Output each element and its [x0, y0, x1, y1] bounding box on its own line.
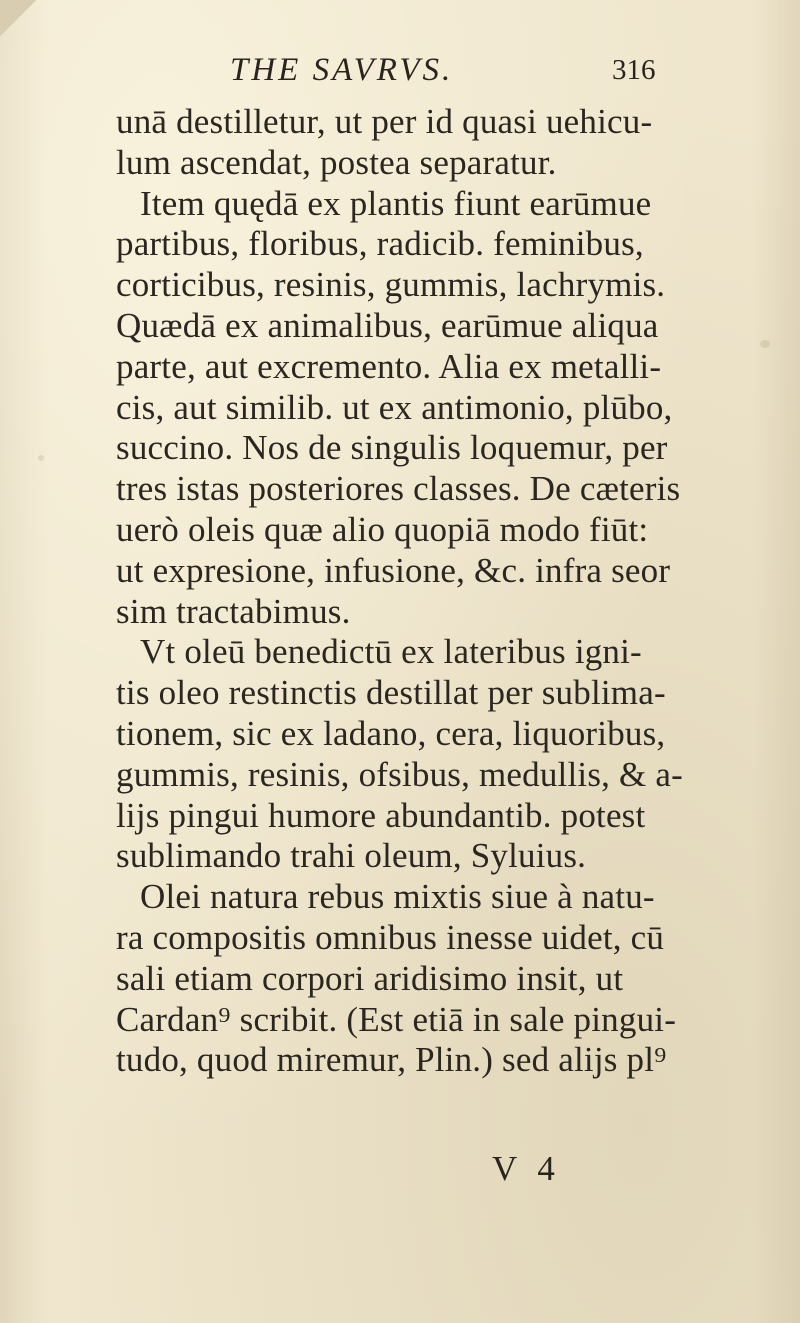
text-line: ut expresione, infusione, &c. infra seor — [116, 550, 671, 590]
body-text — [116, 102, 684, 1081]
text-line: lijs pingui humore abundantib. potest — [116, 795, 646, 835]
paper-stain — [38, 455, 44, 461]
text-line: sim tractabimus. — [116, 591, 351, 631]
text-line: tionem, sic ex ladano, cera, liquoribus, — [116, 713, 666, 753]
text-line: Item quędā ex plantis fiunt earūmue — [140, 183, 652, 223]
text-line: partibus, floribus, radicib. feminibus, — [116, 224, 644, 264]
text-line: tis oleo restinctis destillat per sublima- — [116, 673, 666, 713]
text-line: tres istas posteriores classes. De cæteris — [116, 469, 681, 509]
text-line: Olei natura rebus mixtis siue à natu- — [140, 877, 655, 917]
running-title: THE SAVRVS. — [230, 52, 454, 88]
text-line: unā destilletur, ut per id quasi uehicu- — [116, 102, 653, 141]
text-line: Cardan⁹ scribit. (Est etiā in sale pingui- — [116, 999, 677, 1039]
text-line: corticibus, resinis, gummis, lachrymis. — [116, 265, 666, 305]
text-line: gummis, resinis, ofsibus, medullis, & a- — [116, 754, 684, 794]
text-line: cis, aut similib. ut ex antimonio, plūbo, — [116, 387, 673, 427]
page-corner-fold — [0, 0, 40, 40]
text-line: succino. Nos de singulis loquemur, per — [116, 428, 668, 468]
page-number: 316 — [612, 54, 656, 86]
text-line: sublimando trahi oleum, Syluius. — [116, 836, 587, 876]
text-line: parte, aut excremento. Alia ex metalli- — [116, 346, 662, 386]
text-line: uerò oleis quæ alio quopiā modo fiūt: — [116, 509, 649, 549]
text-line: Quædā ex animalibus, earūmue aliqua — [116, 305, 659, 345]
signature-mark: V 4 — [492, 1149, 561, 1188]
text-line: Vt oleū benedictū ex lateribus igni- — [140, 632, 642, 672]
text-line: tudo, quod miremur, Plin.) sed alijs pl⁹ — [116, 1040, 667, 1080]
text-line: ra compositis omnibus inesse uidet, cū — [116, 917, 665, 957]
paper-stain — [760, 340, 770, 348]
text-line: sali etiam corpori aridisimo insit, ut — [116, 958, 624, 998]
text-line: lum ascendat, postea separatur. — [116, 142, 557, 182]
